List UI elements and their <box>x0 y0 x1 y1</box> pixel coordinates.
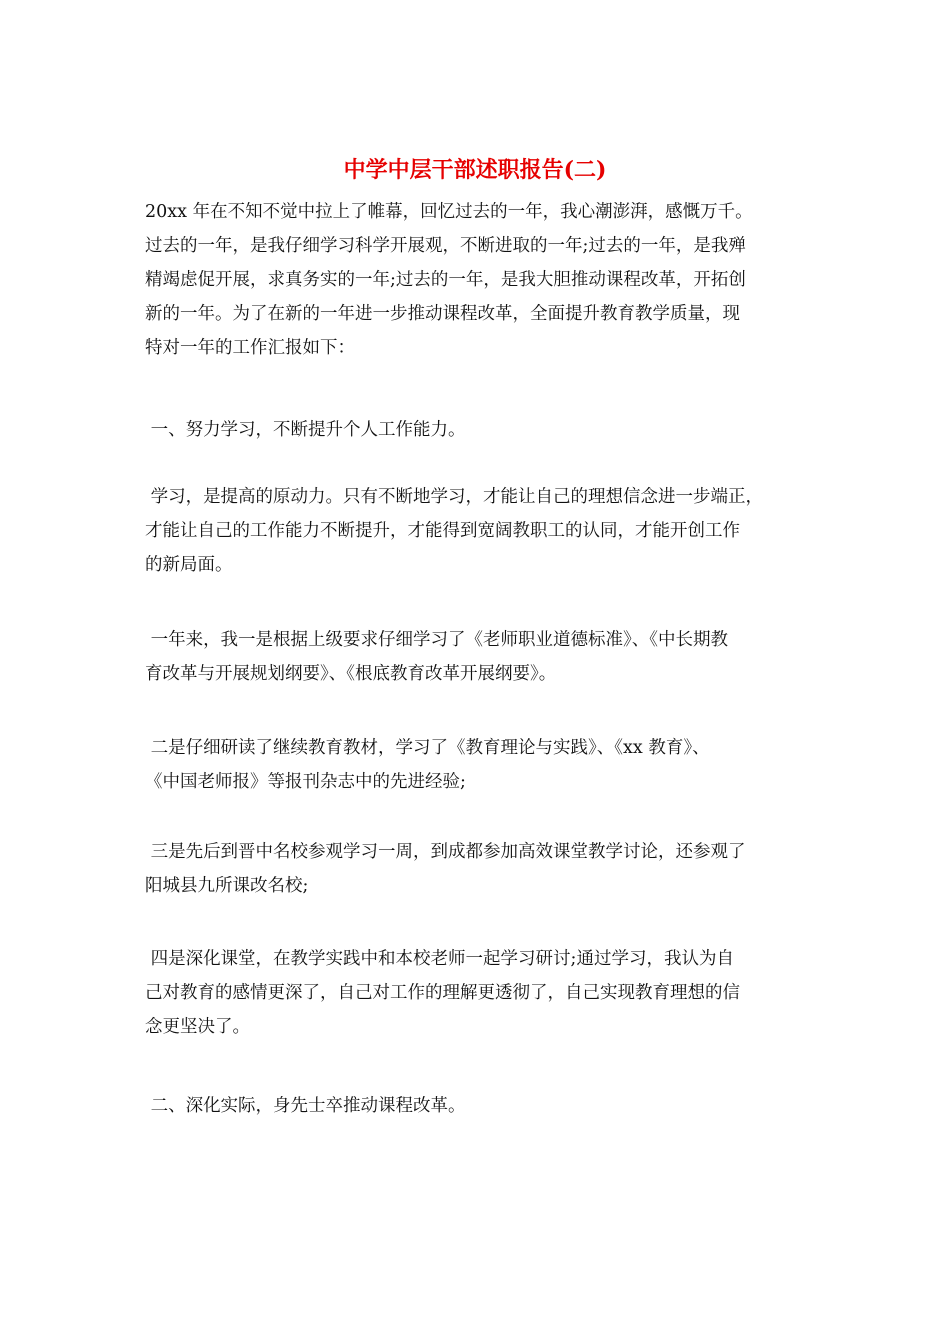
text-line: 念更坚决了。 <box>145 1017 250 1037</box>
document-title: 中学中层干部述职报告(二) <box>343 157 607 183</box>
paragraph-intro <box>145 195 835 365</box>
text-line: 过去的一年，是我仔细学习科学开展观，不断进取的一年;过去的一年，是我殚 <box>145 236 746 256</box>
paragraph-point-1 <box>145 623 835 691</box>
text-line: 育改革与开展规划纲要》、《根底教育改革开展纲要》。 <box>145 664 557 684</box>
text-line: 的新局面。 <box>145 555 233 575</box>
section-heading-2 <box>145 1089 835 1123</box>
text-line: 才能让自己的工作能力不断提升，才能得到宽阔教职工的认同，才能开创工作 <box>145 521 740 541</box>
text-line: 《中国老师报》等报刊杂志中的先进经验; <box>145 772 466 792</box>
text-line: 特对一年的工作汇报如下： <box>145 338 355 358</box>
paragraph-point-2 <box>145 731 835 799</box>
paragraph-point-4 <box>145 942 835 1044</box>
paragraph-learning <box>145 480 835 582</box>
text-line: 一、努力学习，不断提升个人工作能力。 <box>145 420 466 440</box>
text-line: 精竭虑促开展，求真务实的一年;过去的一年，是我大胆推动课程改革，开拓创 <box>145 270 746 290</box>
section-heading-1 <box>145 413 835 447</box>
text-line: 三是先后到晋中名校参观学习一周，到成都参加高效课堂教学讨论，还参观了 <box>145 842 746 862</box>
text-line: 己对教育的感情更深了，自己对工作的理解更透彻了，自己实现教育理想的信 <box>145 983 740 1003</box>
text-line: 学习，是提高的原动力。只有不断地学习，才能让自己的理想信念进一步端正， <box>145 487 764 507</box>
text-line: 20xx 年在不知不觉中拉上了帷幕，回忆过去的一年，我心潮澎湃，感慨万千。 <box>145 202 753 222</box>
text-line: 阳城县九所课改名校; <box>145 876 309 896</box>
paragraph-point-3 <box>145 835 835 903</box>
text-line: 四是深化课堂，在教学实践中和本校老师一起学习研讨;通过学习，我认为自 <box>145 949 734 969</box>
text-line: 新的一年。为了在新的一年进一步推动课程改革，全面提升教育教学质量，现 <box>145 304 740 324</box>
text-line: 二、深化实际，身先士卒推动课程改革。 <box>145 1096 466 1116</box>
text-line: 二是仔细研读了继续教育教材，学习了《教育理论与实践》、《xx 教育》、 <box>145 738 710 758</box>
text-line: 一年来，我一是根据上级要求仔细学习了《老师职业道德标准》、《中长期教 <box>145 630 729 650</box>
